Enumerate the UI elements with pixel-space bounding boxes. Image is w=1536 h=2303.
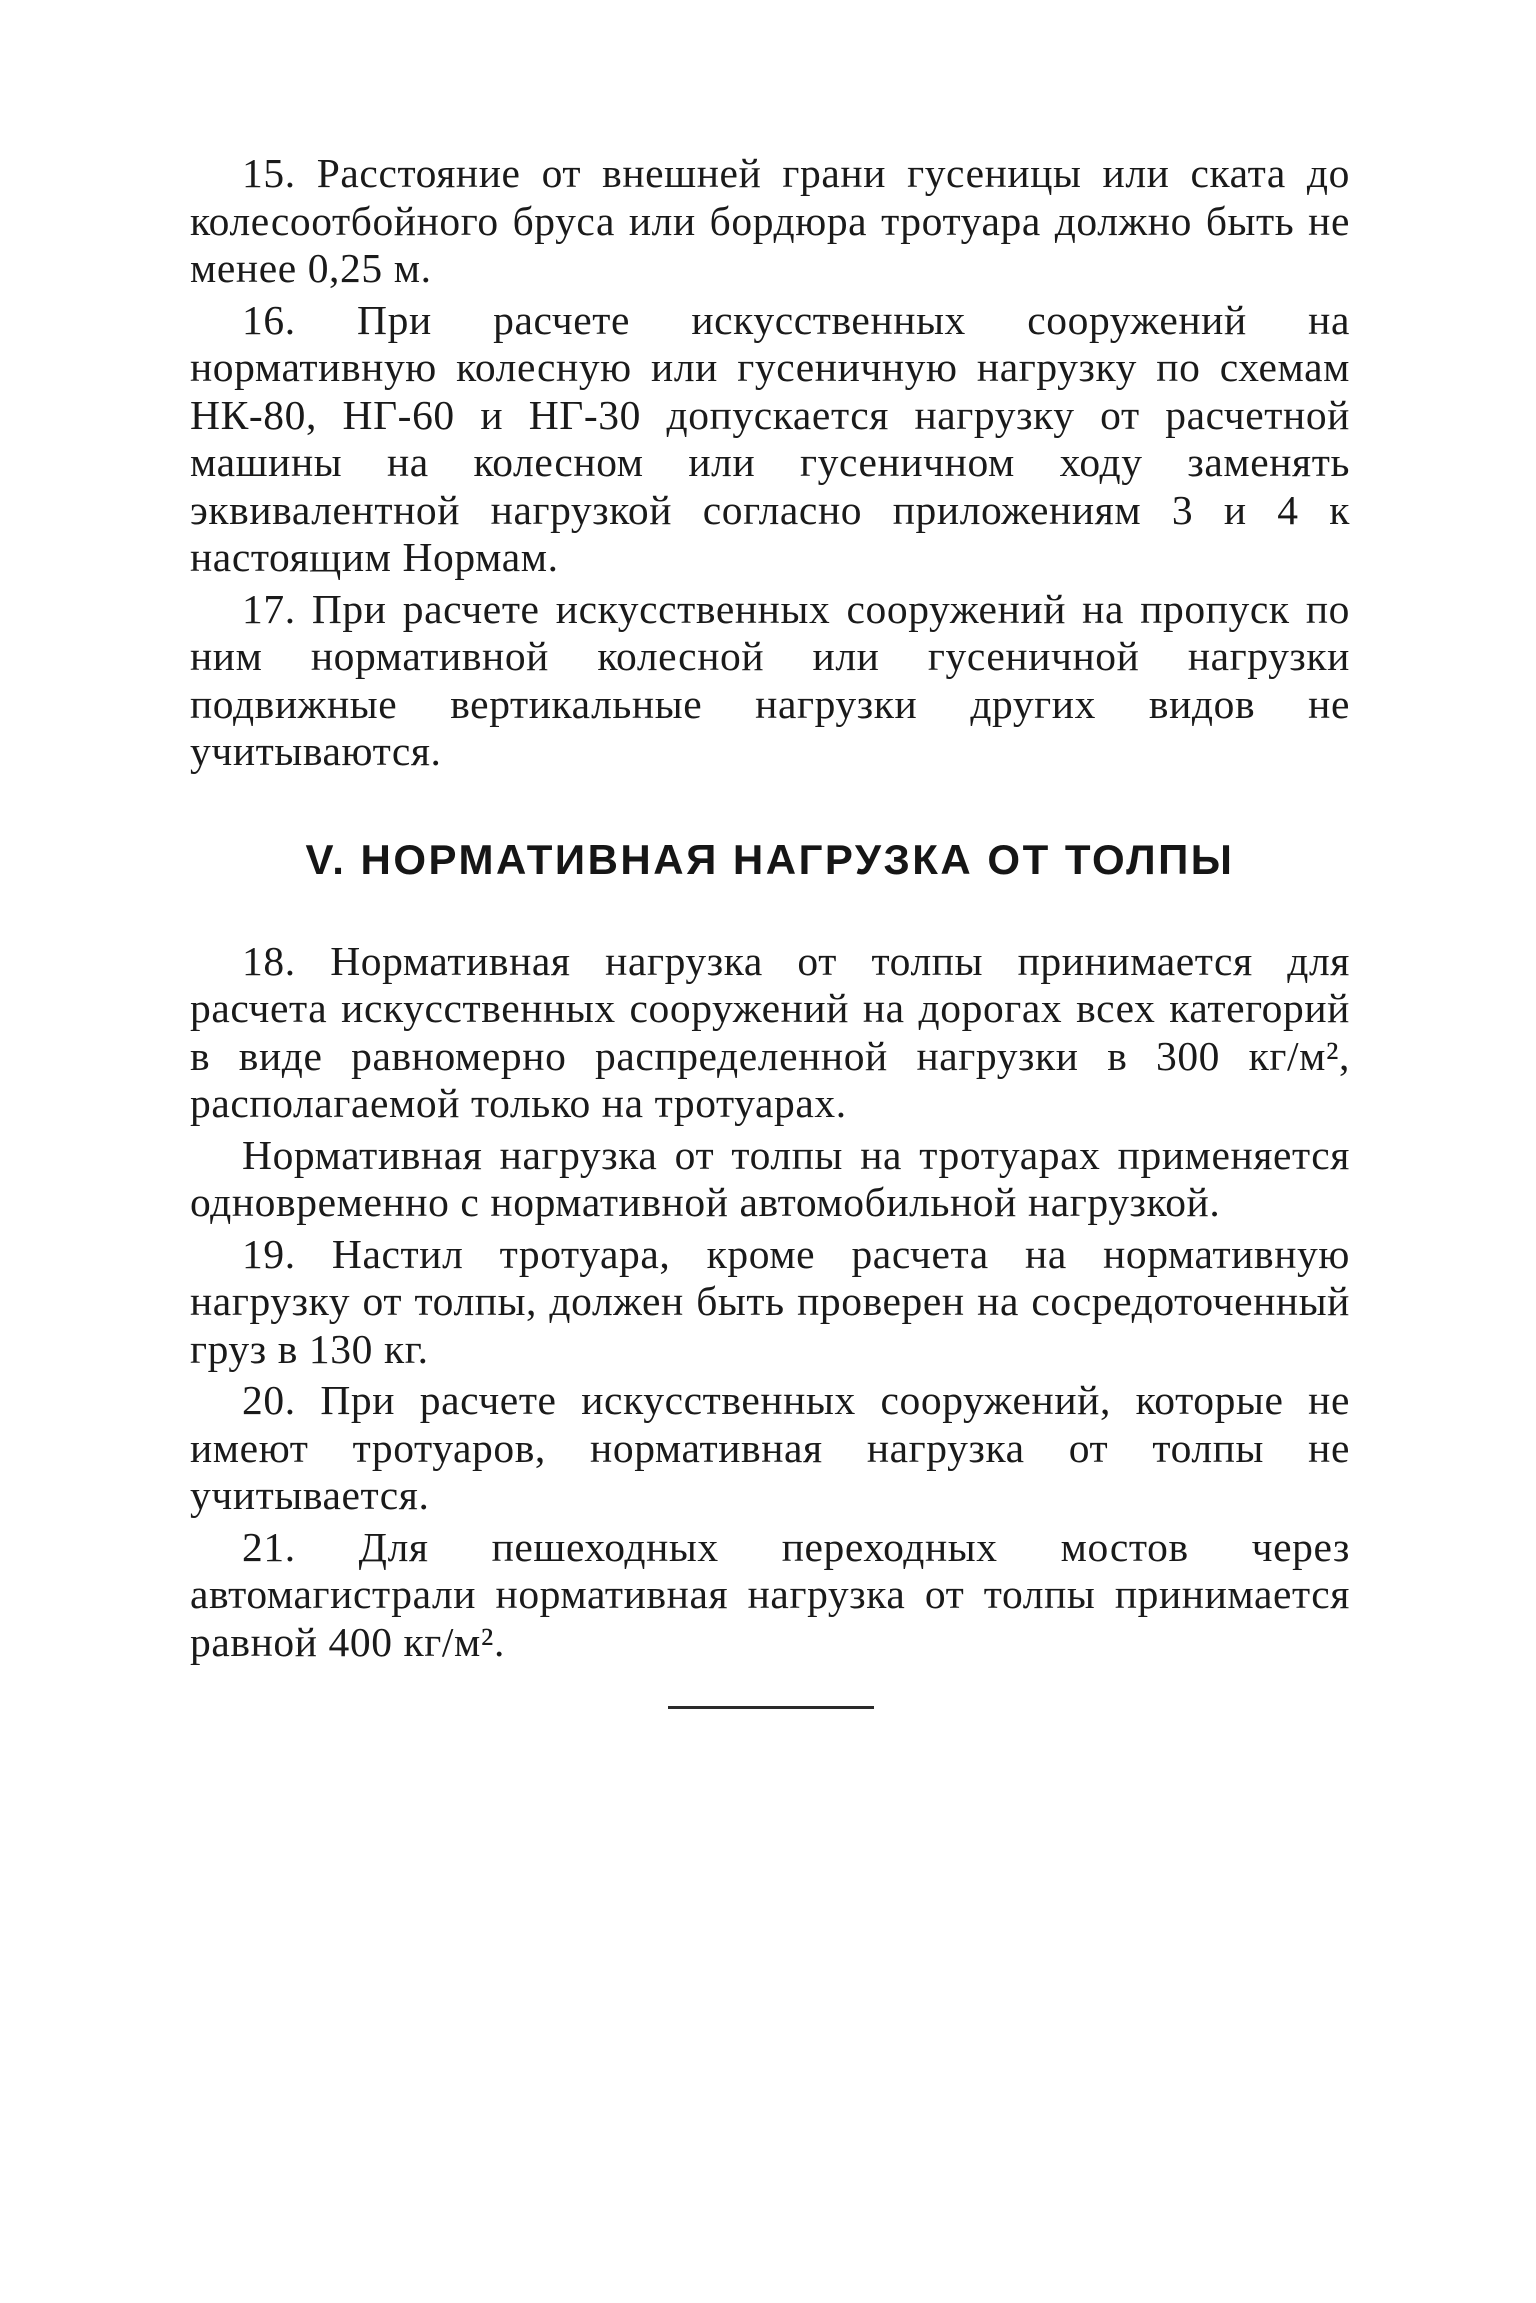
paragraph-18-continued: Нормативная нагрузка от толпы на тротуарах применяется одновременно с нормативной автомобильной нагрузкой.: [190, 1131, 1350, 1225]
section-v-heading-wrap: [190, 836, 1350, 884]
document-page: [190, 150, 1350, 1666]
closing-divider-line: [668, 1706, 874, 1709]
paragraph-19: 19. Настил тротуара, кроме расчета на нормативную нагрузку от толпы, должен быть проверен на сосредоточенный груз в 130 кг.: [190, 1230, 1350, 1372]
paragraph-17: 17. При расчете искусственных сооружений на пропуск по ним нормативной колесной или гусеничной нагрузки подвижные вертикальные нагрузки других видов не учитываются.: [190, 585, 1350, 774]
section-iv-continuation: [190, 150, 1350, 776]
paragraph-21: 21. Для пешеходных переходных мостов через автомагистрали нормативная нагрузка от толпы принимается равной 400 кг/м².: [190, 1523, 1350, 1665]
paragraph-15: 15. Расстояние от внешней грани гусеницы или ската до колесоотбойного бруса или бордюра тротуара должно быть не менее 0,25 м.: [190, 150, 1350, 291]
paragraph-18: 18. Нормативная нагрузка от толпы принимается для расчета искусственных сооружений на дорогах всех категорий в виде равномерно распределенной нагрузки в 300 кг/м², располагаемой только на тротуарах.: [190, 937, 1350, 1126]
paragraph-16: 16. При расчете искусственных сооружений на нормативную колесную или гусеничную нагрузку по схемам НК-80, НГ-60 и НГ-30 допускается нагрузку от расчетной машины на колесном или гусеничном ходу заменять эквивалентной нагрузкой согласно приложениям 3 и 4 к настоящим Нормам.: [190, 296, 1350, 580]
paragraph-20: 20. При расчете искусственных сооружений, которые не имеют тротуаров, нормативная нагрузка от толпы не учитывается.: [190, 1377, 1350, 1518]
section-v-body: [190, 938, 1350, 1667]
section-heading: V. НОРМАТИВНАЯ НАГРУЗКА ОТ ТОЛПЫ: [305, 835, 1235, 883]
